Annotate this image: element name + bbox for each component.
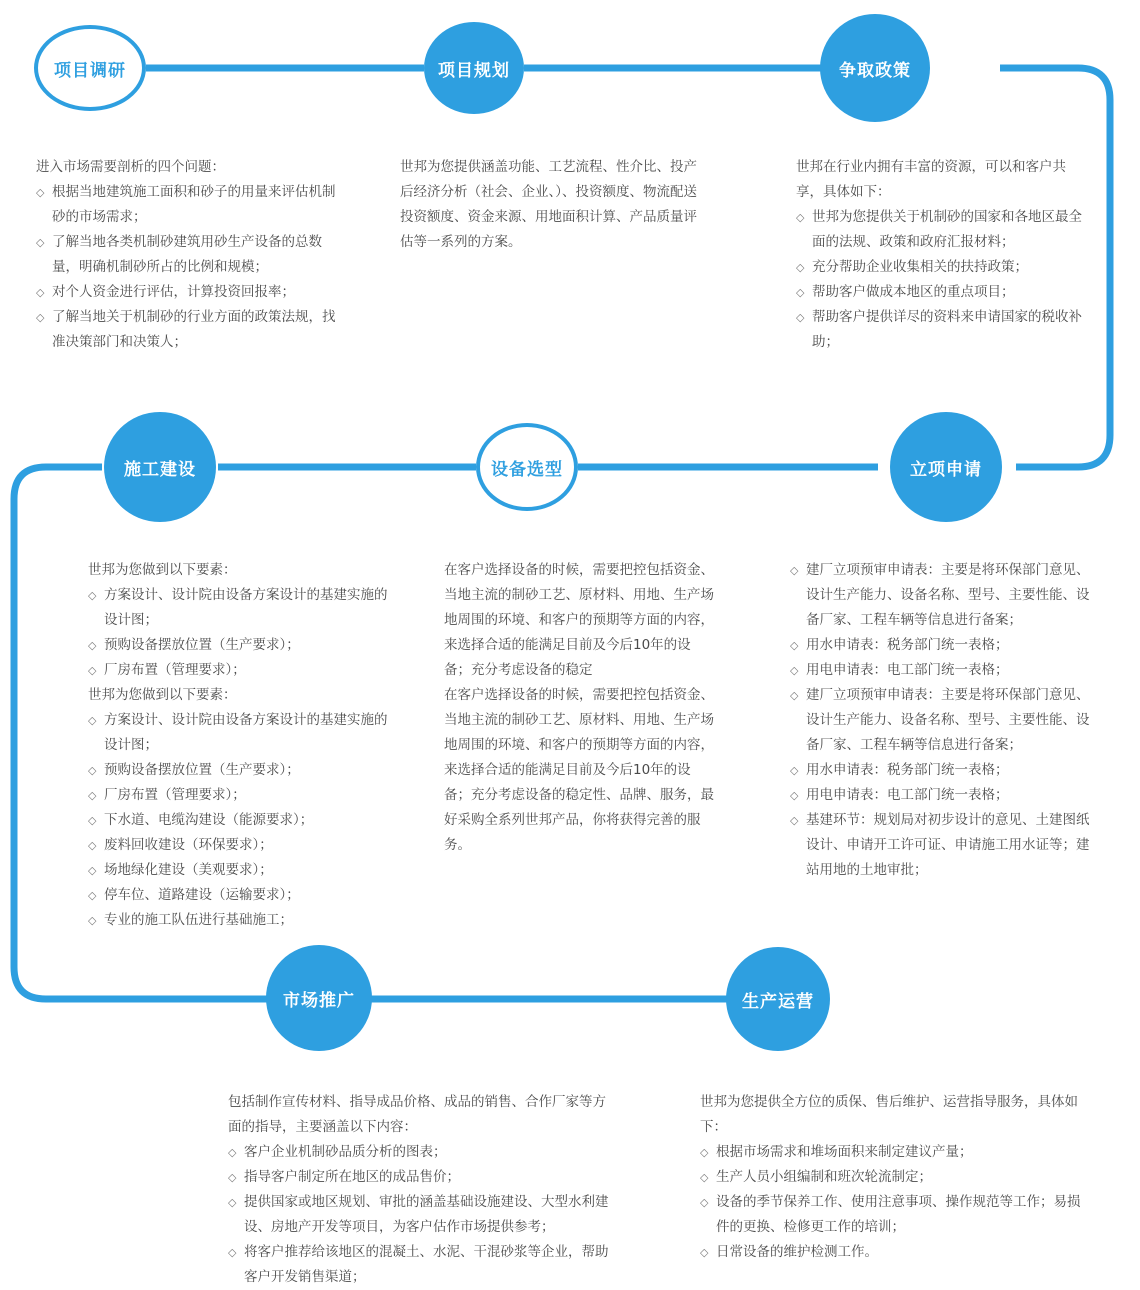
block-policy <box>796 155 1086 355</box>
list-item: ◇ 预购设备摆放位置（生产要求）； <box>88 633 400 658</box>
list-item: ◇ 提供国家或地区规划、审批的涵盖基础设施建设、大型水利建设、房地产开发等项目，为客户估作市场提供参考； <box>228 1190 618 1240</box>
list-item: ◇ 厂房布置（管理要求）； <box>88 658 400 683</box>
block-approval <box>790 558 1090 883</box>
block-approval-list <box>790 558 1090 883</box>
node-construct-label: 施工建设 <box>124 459 196 480</box>
list-item: ◇ 厂房布置（管理要求）； <box>88 783 400 808</box>
node-planning[interactable] <box>424 22 524 114</box>
block-research-list <box>36 180 348 355</box>
list-item: ◇ 设备的季节保养工作、使用注意事项、操作规范等工作；易损件的更换、检修更工作的培训； <box>700 1190 1090 1240</box>
node-equipment-label: 设备选型 <box>491 459 563 480</box>
block-construct-intro-2: 世邦为您做到以下要素： <box>88 687 237 703</box>
block-equipment-intro: 在客户选择设备的时候，需要把控包括资金、当地主流的制砂工艺、原材料、用地、生产场地周围的环境、和客户的预期等方面的内容，来选择合适的能满足目前及今后10年的设备；充分考虑设备的稳定 <box>444 562 714 678</box>
list-item: ◇ 废料回收建设（环保要求）； <box>88 833 400 858</box>
block-construct-list-1 <box>88 583 400 683</box>
list-item: ◇ 停车位、道路建设（运输要求）； <box>88 883 400 908</box>
node-policy[interactable] <box>820 14 930 122</box>
node-approval-label: 立项申请 <box>910 459 982 480</box>
list-item: ◇ 对个人资金进行评估，计算投资回报率； <box>36 280 348 305</box>
list-item: ◇ 生产人员小组编制和班次轮流制定； <box>700 1165 1090 1190</box>
node-approval[interactable] <box>890 412 1002 522</box>
list-item: ◇ 帮助客户提供详尽的资料来申请国家的税收补助； <box>796 305 1086 355</box>
list-item: ◇ 根据市场需求和堆场面积来制定建议产量； <box>700 1140 1090 1165</box>
block-construct-list-2 <box>88 708 400 933</box>
block-construct-intro: 世邦为您做到以下要素： <box>88 562 237 578</box>
block-marketing-list <box>228 1140 618 1290</box>
list-item: ◇ 充分帮助企业收集相关的扶持政策； <box>796 255 1086 280</box>
list-item: ◇ 建厂立项预审申请表：主要是将环保部门意见、设计生产能力、设备名称、型号、主要性能、设备厂家、工程车辆等信息进行备案； <box>790 558 1090 633</box>
list-item: ◇ 将客户推荐给该地区的混凝土、水泥、干混砂浆等企业，帮助客户开发销售渠道； <box>228 1240 618 1290</box>
list-item: ◇ 客户企业机制砂品质分析的图表； <box>228 1140 618 1165</box>
block-equipment-intro-2: 在客户选择设备的时候，需要把控包括资金、当地主流的制砂工艺、原材料、用地、生产场地周围的环境、和客户的预期等方面的内容，来选择合适的能满足目前及今后10年的设备；充分考虑设备的稳定性、品牌、服务，最好采购全系列世邦产品，你将获得完善的服务。 <box>444 687 714 853</box>
list-item: ◇ 了解当地关于机制砂的行业方面的政策法规，找准决策部门和决策人； <box>36 305 348 355</box>
node-operation[interactable] <box>726 947 830 1051</box>
block-planning <box>400 155 702 255</box>
block-research <box>36 155 348 355</box>
list-item: ◇ 用水申请表：税务部门统一表格； <box>790 758 1090 783</box>
block-operation <box>700 1090 1090 1265</box>
block-marketing-intro: 包括制作宣传材料、指导成品价格、成品的销售、合作厂家等方面的指导，主要涵盖以下内容： <box>228 1094 606 1135</box>
list-item: ◇ 方案设计、设计院由设备方案设计的基建实施的设计图； <box>88 583 400 633</box>
list-item: ◇ 用电申请表：电工部门统一表格； <box>790 783 1090 808</box>
list-item: ◇ 专业的施工队伍进行基础施工； <box>88 908 400 933</box>
block-policy-list <box>796 205 1086 355</box>
list-item: ◇ 下水道、电缆沟建设（能源要求）； <box>88 808 400 833</box>
block-research-intro: 进入市场需要剖析的四个问题： <box>36 159 225 175</box>
list-item: ◇ 日常设备的维护检测工作。 <box>700 1240 1090 1265</box>
block-construct <box>88 558 400 933</box>
list-item: ◇ 方案设计、设计院由设备方案设计的基建实施的设计图； <box>88 708 400 758</box>
list-item: ◇ 预购设备摆放位置（生产要求）； <box>88 758 400 783</box>
block-policy-intro: 世邦在行业内拥有丰富的资源，可以和客户共享，具体如下： <box>796 159 1066 200</box>
list-item: ◇ 建厂立项预审申请表：主要是将环保部门意见、设计生产能力、设备名称、型号、主要性能、设备厂家、工程车辆等信息进行备案； <box>790 683 1090 758</box>
node-construct[interactable] <box>104 412 216 522</box>
list-item: ◇ 帮助客户做成本地区的重点项目； <box>796 280 1086 305</box>
list-item: ◇ 世邦为您提供关于机制砂的国家和各地区最全面的法规、政策和政府汇报材料； <box>796 205 1086 255</box>
list-item: ◇ 用水申请表：税务部门统一表格； <box>790 633 1090 658</box>
list-item: ◇ 根据当地建筑施工面积和砂子的用量来评估机制砂的市场需求； <box>36 180 348 230</box>
block-marketing <box>228 1090 618 1290</box>
node-equipment[interactable] <box>476 423 578 511</box>
block-operation-list <box>700 1140 1090 1265</box>
block-planning-intro: 世邦为您提供涵盖功能、工艺流程、性介比、投产后经济分析（社会、企业、）、投资额度、物流配送投资额度、资金来源、用地面积计算、产品质量评估等一系列的方案。 <box>400 159 697 250</box>
node-research-label: 项目调研 <box>54 60 126 81</box>
list-item: ◇ 了解当地各类机制砂建筑用砂生产设备的总数量，明确机制砂所占的比例和规模； <box>36 230 348 280</box>
list-item: ◇ 场地绿化建设（美观要求）； <box>88 858 400 883</box>
node-planning-label: 项目规划 <box>438 60 510 81</box>
list-item: ◇ 指导客户制定所在地区的成品售价； <box>228 1165 618 1190</box>
node-marketing-label: 市场推广 <box>283 990 355 1011</box>
node-research[interactable] <box>34 25 146 111</box>
list-item: ◇ 用电申请表：电工部门统一表格； <box>790 658 1090 683</box>
block-equipment <box>444 558 716 858</box>
list-item: ◇ 基建环节：规划局对初步设计的意见、土建图纸设计、申请开工许可证、申请施工用水证等；建站用地的土地审批； <box>790 808 1090 883</box>
block-operation-intro: 世邦为您提供全方位的质保、售后维护、运营指导服务，具体如下： <box>700 1094 1078 1135</box>
node-policy-label: 争取政策 <box>839 60 911 81</box>
node-marketing[interactable] <box>266 945 372 1051</box>
node-operation-label: 生产运营 <box>742 991 814 1012</box>
